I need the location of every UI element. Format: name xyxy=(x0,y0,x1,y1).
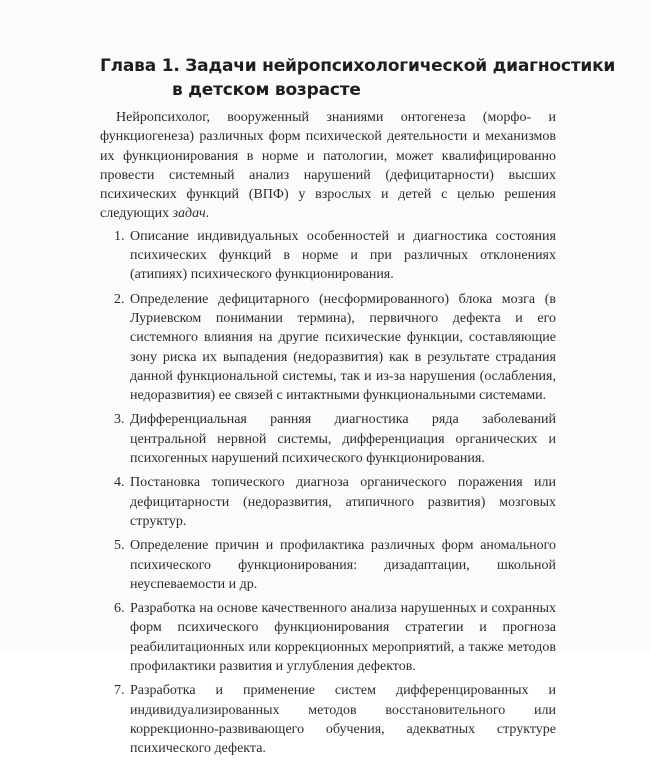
list-item-number: 6. xyxy=(114,601,125,617)
chapter-title xyxy=(100,54,616,102)
tasks-list xyxy=(100,227,556,759)
list-item xyxy=(100,536,556,594)
list-item xyxy=(100,599,556,676)
chapter-title-line-1: Глава 1. Задачи нейропсихологической диагностики xyxy=(100,56,616,76)
list-item xyxy=(100,410,556,468)
list-item xyxy=(100,290,556,406)
intro-paragraph xyxy=(100,108,556,224)
list-item xyxy=(100,681,556,758)
list-item-text: Определение дефицитарного (несформированного) блока мозга (в Луриевском понимании термина), первичного дефекта и его системного влияния на другие психические функции, составляющие зону риска их выпадения (недоразвития) как в результате страдания данной функциональной системы, так и из-за нарушения (ослабления, недоразвития) ее связей с интактными функциональными системами. xyxy=(130,291,556,404)
list-item-number: 5. xyxy=(114,538,125,554)
list-item-number: 2. xyxy=(114,291,125,307)
intro-ending: . xyxy=(205,206,210,222)
list-item-text: Постановка топического диагноза органического поражения или дефицитарности (недоразвития, атипичного развития) мозговых структур. xyxy=(130,475,556,529)
list-item-text: Разработка на основе качественного анализа нарушенных и сохранных форм психического функционирования стратегии и прогноза реабилитационных или коррекционных мероприятий, а также методов профилактики развития и углубления дефектов. xyxy=(130,601,556,675)
intro-emphasis: задач xyxy=(172,206,206,222)
list-item-text: Описание индивидуальных особенностей и диагностика состояния психических функций в норме и при различных отклонениях (атипиях) психического функционирования. xyxy=(130,228,556,283)
list-item xyxy=(100,473,556,531)
chapter-body xyxy=(100,108,556,764)
intro-text: Нейропсихолог, вооруженный знаниями онтогенеза (морфо- и функциогенеза) различных форм психической деятельности и механизмов их функционирования в норме и патологии, может квалифицированно провести системный анализ нарушений (дефицитарности) высших психических функций (ВПФ) у взрослых и детей с целью решения следующих xyxy=(100,110,556,222)
list-item-number: 7. xyxy=(114,683,125,699)
chapter-title-line-2: в детском возрасте xyxy=(172,80,361,100)
list-item xyxy=(100,227,556,285)
list-item-text: Разработка и применение систем дифференцированных и индивидуализированных методов восстановительного или коррекционно-развивающего обучения, адекватных структуре психического дефекта. xyxy=(130,683,556,757)
list-item-text: Дифференциальная ранняя диагностика ряда заболеваний центральной нервной системы, дифференциация органических и психогенных нарушений психического функционирования. xyxy=(130,412,556,467)
list-item-number: 4. xyxy=(114,475,125,491)
list-item-text: Определение причин и профилактика различных форм аномального психического функционирования: дизадаптации, школьной неуспеваемости и др. xyxy=(130,538,556,592)
list-item-number: 1. xyxy=(114,228,125,244)
list-item-number: 3. xyxy=(114,412,125,428)
